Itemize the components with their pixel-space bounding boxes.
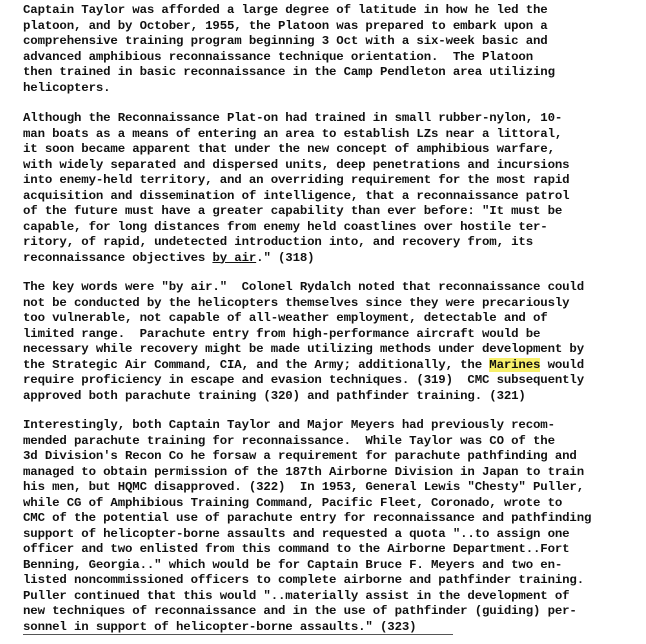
text-line: necessary while recovery might be made utilizing methods under development by bbox=[23, 342, 584, 356]
text-line: approved both parachute training (320) and pathfinder training. (321) bbox=[23, 388, 526, 403]
text-line: the Strategic Air Command, CIA, and the Army; additionally, the Marines would bbox=[23, 357, 584, 372]
text-line: too vulnerable, not capable of all-weather employment, detectable and of bbox=[23, 311, 548, 325]
text-line: comprehensive training program beginning 3 Oct with a six-week basic and bbox=[23, 34, 548, 48]
footnote-rule bbox=[23, 634, 453, 635]
text-line: Although the Reconnaissance Plat-on had trained in small rubber-nylon, 10- bbox=[23, 111, 563, 125]
text-line: capable, for long distances from enemy held coastlines over hostile ter- bbox=[23, 219, 548, 234]
text-line: mended parachute training for reconnaissance. While Taylor was CO of the bbox=[23, 433, 555, 448]
underlined-phrase: by air bbox=[212, 250, 257, 265]
text-line: reconnaissance objectives by air." (318) bbox=[23, 250, 315, 265]
document-page bbox=[23, 0, 629, 644]
text-line: while CG of Amphibious Training Command, Pacific Fleet, Coronado, wrote to bbox=[23, 495, 563, 510]
text-line: officer and two enlisted from this command to the Airborne Department..Fort bbox=[23, 542, 570, 556]
text-line: advanced amphibious reconnaissance technique orientation. The Platoon bbox=[23, 49, 533, 64]
highlighted-word: Marines bbox=[489, 357, 541, 372]
text-line: Captain Taylor was afforded a large degree of latitude in how he led the bbox=[23, 3, 548, 17]
text-line: Puller continued that this would "..materially assist in the development of bbox=[23, 588, 570, 603]
text-line: it soon became apparent that under the new concept of amphibious warfare, bbox=[23, 142, 555, 156]
paragraph-2 bbox=[23, 111, 569, 266]
text-line: of the future must have a greater capability than ever before: "It must be bbox=[23, 204, 563, 218]
text-line: new techniques of reconnaissance and in the use of pathfinder (guiding) per- bbox=[23, 604, 577, 618]
text-line: The key words were "by air." Colonel Rydalch noted that reconnaissance could bbox=[23, 280, 584, 294]
text-line: sonnel in support of helicopter-borne assaults." (323) bbox=[23, 619, 417, 634]
text-line: then trained in basic reconnaissance in the Camp Pendleton area utilizing bbox=[23, 65, 555, 79]
text-line: listed noncommissioned officers to complete airborne and pathfinder training. bbox=[23, 573, 584, 587]
text-line: man boats as a means of entering an area to establish LZs near a littoral, bbox=[23, 126, 563, 141]
text-line: 3d Division's Recon Co he forsaw a requirement for parachute pathfinding and bbox=[23, 449, 577, 463]
paragraph-1 bbox=[23, 3, 555, 96]
text-line: with widely separated and dispersed units, deep penetrations and incursions bbox=[23, 157, 570, 172]
text-line: not be conducted by the helicopters themselves since they were precariously bbox=[23, 295, 570, 310]
text-line: support of helicopter-borne assaults and requested a quota "..to assign one bbox=[23, 526, 570, 541]
text-line: helicopters. bbox=[23, 80, 111, 95]
text-line: ritory, of rapid, undetected introduction into, and recovery from, its bbox=[23, 235, 533, 249]
paragraph-4 bbox=[23, 418, 591, 635]
text-line: acquisition and dissemination of intelligence, that a reconnaissance patrol bbox=[23, 188, 570, 203]
text-line: his men, but HQMC disapproved. (322) In 1953, General Lewis "Chesty" Puller, bbox=[23, 480, 584, 494]
text-line: platoon, and by October, 1955, the Platoon was prepared to embark upon a bbox=[23, 18, 548, 33]
text-line: into enemy-held territory, and an overriding requirement for the most rapid bbox=[23, 173, 570, 187]
text-line: CMC of the potential use of parachute entry for reconnaissance and pathfinding bbox=[23, 511, 592, 525]
text-line: limited range. Parachute entry from high-performance aircraft would be bbox=[23, 326, 541, 341]
text-line: Benning, Georgia.." which would be for Captain Bruce F. Meyers and two en- bbox=[23, 557, 563, 572]
text-line: Interestingly, both Captain Taylor and Major Meyers had previously recom- bbox=[23, 418, 555, 432]
text-line: require proficiency in escape and evasion techniques. (319) CMC subsequently bbox=[23, 373, 584, 387]
text-line: managed to obtain permission of the 187th Airborne Division in Japan to train bbox=[23, 464, 584, 479]
paragraph-3 bbox=[23, 280, 584, 404]
